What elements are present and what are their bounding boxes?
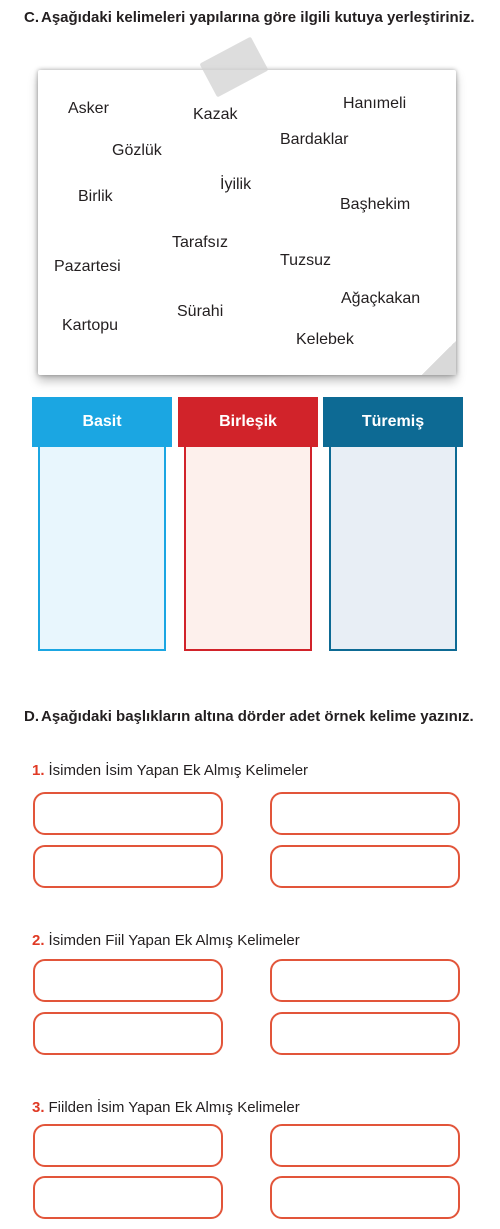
word-item[interactable]: Kartopu: [62, 317, 119, 334]
word-item[interactable]: Kazak: [193, 106, 238, 123]
item-label: İsimden İsim Yapan Ek Almış Kelimeler: [48, 762, 309, 779]
word-item[interactable]: Gözlük: [112, 142, 162, 159]
answer-box[interactable]: [270, 1176, 460, 1219]
word-item[interactable]: Ağaçkakan: [341, 290, 421, 307]
item-label: İsimden Fiil Yapan Ek Almış Kelimeler: [48, 932, 300, 949]
word-item[interactable]: Pazartesi: [54, 258, 121, 275]
answer-box[interactable]: [33, 1124, 223, 1167]
item-number: 2.: [32, 932, 45, 949]
item-label: Fiilden İsim Yapan Ek Almış Kelimeler: [48, 1099, 300, 1116]
answer-box[interactable]: [270, 845, 460, 888]
category-turemis: [323, 397, 463, 651]
word-item[interactable]: Sürahi: [177, 303, 224, 320]
item-2-title: [32, 931, 300, 951]
word-item[interactable]: Tarafsız: [172, 234, 229, 251]
section-c-heading: [24, 6, 479, 29]
item-1-title: [32, 761, 308, 781]
item-number: 1.: [32, 762, 45, 779]
category-basit-dropzone[interactable]: [38, 447, 166, 651]
category-turemis-dropzone[interactable]: [329, 447, 457, 651]
answer-box[interactable]: [270, 792, 460, 835]
item-3-title: [32, 1098, 300, 1118]
section-c-letter: C.: [24, 9, 39, 26]
answer-box[interactable]: [270, 959, 460, 1002]
answer-box[interactable]: [270, 1124, 460, 1167]
answer-box[interactable]: [270, 1012, 460, 1055]
category-turemis-header: Türemiş: [323, 397, 463, 447]
answer-box[interactable]: [33, 959, 223, 1002]
word-item[interactable]: Kelebek: [296, 331, 354, 348]
section-c-text: Aşağıdaki kelimeleri yapılarına göre ilgili kutuya yerleştiriniz.: [41, 9, 475, 26]
section-d-text: Aşağıdaki başlıkların altına dörder adet örnek kelime yazınız.: [41, 708, 474, 725]
section-d-heading: [24, 705, 479, 728]
category-birlesik-dropzone[interactable]: [184, 447, 312, 651]
item-number: 3.: [32, 1099, 45, 1116]
note-fold: [422, 341, 456, 375]
word-item[interactable]: Başhekim: [340, 196, 411, 213]
category-basit: [32, 397, 172, 651]
word-item[interactable]: İyilik: [220, 176, 252, 193]
category-basit-header: Basit: [32, 397, 172, 447]
word-item[interactable]: Tuzsuz: [280, 252, 331, 269]
category-birlesik: [178, 397, 318, 651]
word-item[interactable]: Hanımeli: [343, 95, 407, 112]
answer-box[interactable]: [33, 845, 223, 888]
answer-box[interactable]: [33, 1176, 223, 1219]
category-birlesik-header: Birleşik: [178, 397, 318, 447]
word-item[interactable]: Bardaklar: [280, 131, 349, 148]
section-d-letter: D.: [24, 708, 39, 725]
word-item[interactable]: Birlik: [78, 188, 113, 205]
answer-box[interactable]: [33, 792, 223, 835]
word-item[interactable]: Asker: [68, 100, 109, 117]
answer-box[interactable]: [33, 1012, 223, 1055]
